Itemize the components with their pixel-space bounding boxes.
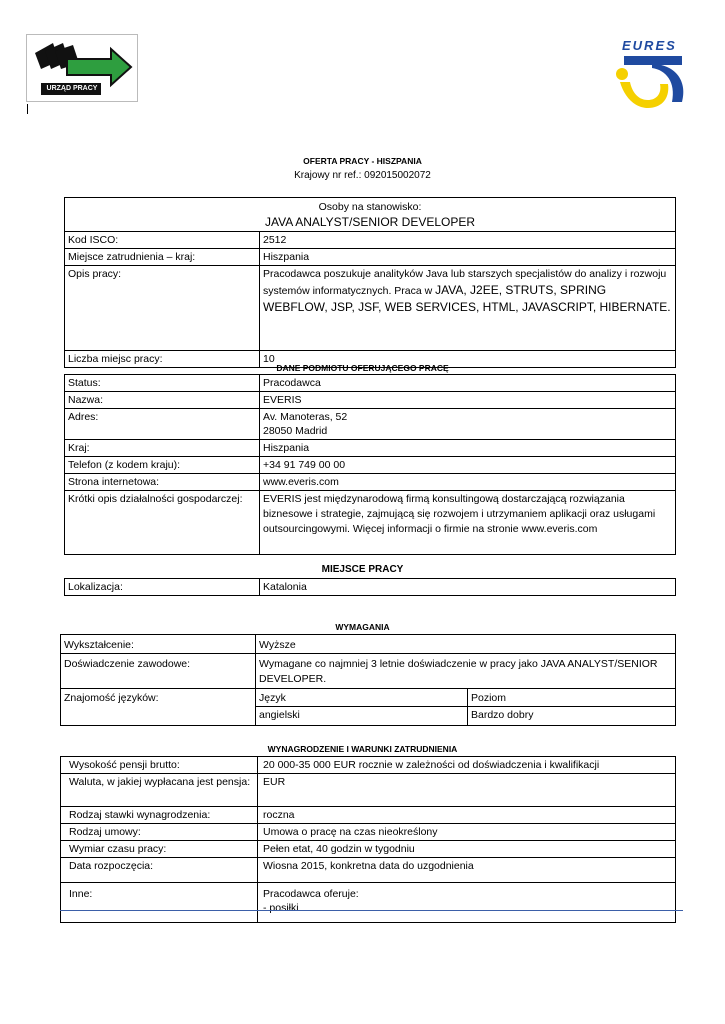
address-label: Adres:	[65, 409, 260, 440]
job-description-value	[260, 266, 676, 351]
isco-value: 2512	[260, 232, 676, 249]
status-label: Status:	[65, 375, 260, 392]
position-title: JAVA ANALYST/SENIOR DEVELOPER	[264, 215, 476, 229]
start-date-value: Wiosna 2015, konkretna data do uzgodnienia	[258, 858, 676, 883]
rate-type-label: Rodzaj stawki wynagrodzenia:	[61, 807, 258, 824]
table-row	[65, 474, 676, 491]
name-label: Nazwa:	[65, 392, 260, 409]
requirements-table	[60, 634, 676, 726]
table-row	[65, 266, 676, 351]
table-row	[65, 440, 676, 457]
location-label: Lokalizacja:	[65, 579, 260, 596]
employer-country-value: Hiszpania	[260, 440, 676, 457]
salary-section-title: WYNAGRODZENIE I WARUNKI ZATRUDNIENIA	[267, 744, 458, 754]
phone-label: Telefon (z kodem kraju):	[65, 457, 260, 474]
start-date-label: Data rozpoczęcia:	[61, 858, 258, 883]
employer-country-label: Kraj:	[65, 440, 260, 457]
experience-label: Doświadczenie zawodowe:	[61, 654, 256, 689]
table-row	[65, 375, 676, 392]
table-row	[61, 635, 676, 654]
workplace-section-title: MIEJSCE PRACY	[321, 564, 404, 575]
table-row	[61, 654, 676, 689]
working-time-value: Pełen etat, 40 godzin w tygodniu	[258, 841, 676, 858]
table-row	[61, 841, 676, 858]
employer-section-title: DANE PODMIOTU OFERUJĄCEGO PRACĘ	[276, 363, 449, 373]
reference-number: Krajowy nr ref.: 092015002072	[294, 170, 431, 181]
isco-label: Kod ISCO:	[65, 232, 260, 249]
job-description-text: Pracodawca poszukuje analityków Java lub starszych specjalistów do analizy i rozwoju systemów informatycznych. Praca w	[263, 268, 667, 297]
table-row	[65, 491, 676, 555]
cursor-mark	[27, 104, 28, 114]
country-value: Hiszpania	[260, 249, 676, 266]
position-label: Osoby na stanowisko:	[318, 201, 422, 213]
urzad-pracy-logo-text: URZĄD PRACY	[46, 85, 98, 92]
vacancies-value: 10	[260, 351, 676, 368]
working-time-label: Wymiar czasu pracy:	[61, 841, 258, 858]
eures-logo	[612, 36, 692, 116]
requirements-section-title: WYMAGANIA	[335, 622, 390, 632]
employer-table	[64, 374, 676, 555]
urzad-pracy-logo	[26, 34, 138, 102]
table-row	[65, 457, 676, 474]
table-row	[61, 774, 676, 807]
table-row	[65, 392, 676, 409]
currency-value: EUR	[258, 774, 676, 807]
table-row	[61, 824, 676, 841]
level-value: Bardzo dobry	[468, 707, 676, 726]
language-value: angielski	[256, 707, 468, 726]
education-label: Wykształcenie:	[61, 635, 256, 654]
contract-type-value: Umowa o pracę na czas nieokreślony	[258, 824, 676, 841]
address-line2: 28050 Madrid	[263, 425, 328, 437]
level-header: Poziom	[468, 689, 676, 707]
other-line1: Pracodawca oferuje:	[263, 888, 359, 900]
business-description-value: EVERIS jest międzynarodową firmą konsultingową dostarczającą rozwiązania biznesowe i strategie, zajmującą się rozwojem i utrzymaniem aplikacji oraz usługami outsourcingowymi. Więcej informacji o firmie na stronie www.everis.com	[260, 491, 676, 555]
education-value: Wyższe	[256, 635, 676, 654]
table-row	[61, 807, 676, 824]
contract-type-label: Rodzaj umowy:	[61, 824, 258, 841]
salary-table	[60, 756, 676, 923]
other-label: Inne:	[61, 883, 258, 923]
address-line1: Av. Manoteras, 52	[263, 411, 348, 423]
table-row	[65, 579, 676, 596]
website-value: www.everis.com	[260, 474, 676, 491]
position-header-row	[65, 198, 676, 232]
eures-hand-icon	[612, 62, 692, 116]
workplace-table	[64, 578, 676, 596]
table-row	[61, 858, 676, 883]
status-value: Pracodawca	[260, 375, 676, 392]
language-header: Język	[256, 689, 468, 707]
languages-label: Znajomość języków:	[61, 689, 256, 726]
vacancies-label: Liczba miejsc pracy:	[65, 351, 260, 368]
business-description-label: Krótki opis działalności gospodarczej:	[65, 491, 260, 555]
table-row	[61, 883, 676, 923]
offer-title: OFERTA PRACY - HISZPANIA	[303, 156, 422, 166]
footer-divider	[60, 910, 683, 911]
name-value: EVERIS	[260, 392, 676, 409]
address-value	[260, 409, 676, 440]
job-description-label: Opis pracy:	[65, 266, 260, 351]
other-value	[258, 883, 676, 923]
other-line2: - posiłki	[263, 902, 299, 914]
position-table	[64, 197, 676, 368]
gross-salary-label: Wysokość pensji brutto:	[61, 757, 258, 774]
currency-label: Waluta, w jakiej wypłacana jest pensja:	[61, 774, 258, 807]
experience-value: Wymagane co najmniej 3 letnie doświadczenie w pracy jako JAVA ANALYST/SENIOR DEVELOPER.	[256, 654, 676, 689]
phone-value: +34 91 749 00 00	[260, 457, 676, 474]
table-row	[61, 757, 676, 774]
job-description-technologies: JAVA, J2EE, STRUTS, SPRING WEBFLOW, JSP, JSF, WEB SERVICES, HTML, JAVASCRIPT, HIBERNATE.	[263, 283, 671, 314]
gross-salary-value: 20 000-35 000 EUR rocznie w zależności od doświadczenia i kwalifikacji	[258, 757, 676, 774]
website-label: Strona internetowa:	[65, 474, 260, 491]
table-row	[65, 249, 676, 266]
table-row	[65, 409, 676, 440]
table-row	[61, 689, 676, 707]
rate-type-value: roczna	[258, 807, 676, 824]
country-label: Miejsce zatrudnienia – kraj:	[65, 249, 260, 266]
location-value: Katalonia	[260, 579, 676, 596]
eures-logo-text: EURES	[622, 38, 677, 53]
table-row	[65, 232, 676, 249]
